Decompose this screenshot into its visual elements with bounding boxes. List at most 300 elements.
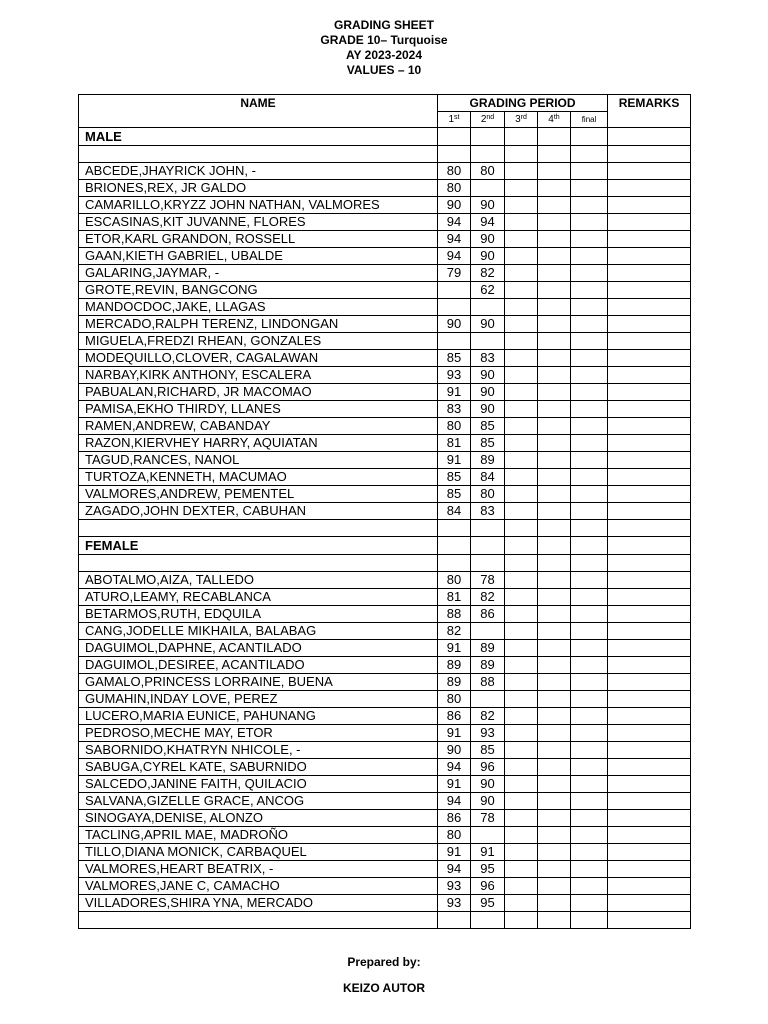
remarks-cell: [608, 708, 691, 725]
grade-q3: [505, 827, 538, 844]
grade-q1: 90: [438, 197, 471, 214]
empty-cell: [79, 520, 438, 537]
grade-final: [571, 231, 608, 248]
grade-q1: 94: [438, 861, 471, 878]
grade-q3: [505, 197, 538, 214]
grade-final: [571, 793, 608, 810]
grade-q4: [538, 708, 571, 725]
empty-cell: [79, 555, 438, 572]
grade-q3: [505, 861, 538, 878]
grade-q1: 91: [438, 384, 471, 401]
grade-q1: 80: [438, 572, 471, 589]
grade-q1: 80: [438, 691, 471, 708]
grade-q1: 86: [438, 708, 471, 725]
grade-q1: 80: [438, 163, 471, 180]
student-row: [79, 418, 691, 435]
grade-q4: [538, 486, 571, 503]
grade-section: GRADE 10– Turquoise: [320, 33, 448, 47]
remarks-cell: [608, 589, 691, 606]
grade-final: [571, 469, 608, 486]
grade-q4: [538, 759, 571, 776]
remarks-cell: [608, 214, 691, 231]
grade-q4: [538, 895, 571, 912]
grade-q3: [505, 299, 538, 316]
grade-q3: [505, 265, 538, 282]
grade-q4: [538, 861, 571, 878]
grade-q2: [471, 180, 505, 197]
empty-cell: [538, 128, 571, 146]
grade-q4: [538, 401, 571, 418]
student-row: [79, 231, 691, 248]
empty-cell: [79, 146, 438, 163]
grade-q2: 88: [471, 674, 505, 691]
grade-final: [571, 674, 608, 691]
student-row: [79, 265, 691, 282]
student-name: VALMORES,HEART BEATRIX, -: [79, 861, 438, 878]
empty-cell: [608, 520, 691, 537]
student-name: SALCEDO,JANINE FAITH, QUILACIO: [79, 776, 438, 793]
grade-q1: 82: [438, 623, 471, 640]
grade-q4: [538, 333, 571, 350]
remarks-cell: [608, 282, 691, 299]
grade-final: [571, 180, 608, 197]
grade-q4: [538, 691, 571, 708]
remarks-cell: [608, 316, 691, 333]
grade-q2: 82: [471, 589, 505, 606]
grade-final: [571, 759, 608, 776]
period-suffix: th: [553, 114, 560, 121]
empty-cell: [571, 912, 608, 929]
grade-final: [571, 810, 608, 827]
grade-q4: [538, 180, 571, 197]
remarks-cell: [608, 776, 691, 793]
grade-q2: 80: [471, 486, 505, 503]
grade-final: [571, 776, 608, 793]
student-row: [79, 759, 691, 776]
grade-q1: 81: [438, 589, 471, 606]
student-name: SABUGA,CYREL KATE, SABURNIDO: [79, 759, 438, 776]
grade-q1: 83: [438, 401, 471, 418]
grade-q2: 90: [471, 248, 505, 265]
empty-cell: [438, 555, 471, 572]
empty-cell: [538, 146, 571, 163]
empty-cell: [505, 555, 538, 572]
grade-q4: [538, 674, 571, 691]
student-row: [79, 401, 691, 418]
grade-q3: [505, 469, 538, 486]
section-label: FEMALE: [79, 537, 438, 555]
grade-q1: 80: [438, 418, 471, 435]
grading-period-header: GRADING PERIOD: [438, 95, 608, 112]
grading-table: [78, 94, 691, 929]
student-row: [79, 435, 691, 452]
remarks-cell: [608, 299, 691, 316]
student-row: [79, 572, 691, 589]
remarks-cell: [608, 861, 691, 878]
grade-final: [571, 282, 608, 299]
grade-q4: [538, 350, 571, 367]
student-row: [79, 589, 691, 606]
grade-q2: 96: [471, 759, 505, 776]
empty-cell: [571, 520, 608, 537]
student-name: MERCADO,RALPH TERENZ, LINDONGAN: [79, 316, 438, 333]
student-row: [79, 180, 691, 197]
grade-q2: 85: [471, 435, 505, 452]
grade-q1: 85: [438, 486, 471, 503]
student-row: [79, 214, 691, 231]
grade-q1: 94: [438, 759, 471, 776]
grade-final: [571, 214, 608, 231]
grade-q2: 93: [471, 725, 505, 742]
grade-q3: [505, 708, 538, 725]
student-row: [79, 776, 691, 793]
student-name: CANG,JODELLE MIKHAILA, BALABAG: [79, 623, 438, 640]
student-row: [79, 895, 691, 912]
grade-final: [571, 861, 608, 878]
grade-q1: 90: [438, 316, 471, 333]
remarks-cell: [608, 367, 691, 384]
student-name: CAMARILLO,KRYZZ JOHN NATHAN, VALMORES: [79, 197, 438, 214]
period-header-5: [571, 112, 608, 128]
student-row: [79, 691, 691, 708]
student-name: PABUALAN,RICHARD, JR MACOMAO: [79, 384, 438, 401]
grade-final: [571, 725, 608, 742]
grade-q3: [505, 401, 538, 418]
grade-final: [571, 623, 608, 640]
student-name: ETOR,KARL GRANDON, ROSSELL: [79, 231, 438, 248]
student-row: [79, 197, 691, 214]
student-name: GROTE,REVIN, BANGCONG: [79, 282, 438, 299]
empty-cell: [608, 128, 691, 146]
remarks-cell: [608, 452, 691, 469]
grade-q4: [538, 367, 571, 384]
grade-q1: 94: [438, 214, 471, 231]
grade-q2: 90: [471, 231, 505, 248]
grade-q2: 90: [471, 401, 505, 418]
student-row: [79, 486, 691, 503]
grade-q2: 95: [471, 861, 505, 878]
grade-q2: [471, 333, 505, 350]
empty-cell: [571, 128, 608, 146]
grade-q3: [505, 367, 538, 384]
grade-q3: [505, 350, 538, 367]
grade-q2: 80: [471, 163, 505, 180]
grade-final: [571, 572, 608, 589]
grade-q2: 95: [471, 895, 505, 912]
student-name: TAGUD,RANCES, NANOL: [79, 452, 438, 469]
period-number: 3: [515, 114, 521, 125]
remarks-cell: [608, 350, 691, 367]
grade-final: [571, 299, 608, 316]
grade-final: [571, 265, 608, 282]
grade-q4: [538, 878, 571, 895]
student-name: TURTOZA,KENNETH, MACUMAO: [79, 469, 438, 486]
period-header-2: [471, 112, 505, 128]
remarks-cell: [608, 742, 691, 759]
grade-q3: [505, 486, 538, 503]
empty-cell: [505, 146, 538, 163]
grade-q4: [538, 606, 571, 623]
grade-q3: [505, 623, 538, 640]
empty-cell: [538, 537, 571, 555]
grade-q4: [538, 316, 571, 333]
period-header-3: [505, 112, 538, 128]
grade-q4: [538, 503, 571, 520]
grade-q3: [505, 316, 538, 333]
grade-q4: [538, 435, 571, 452]
grade-q1: 79: [438, 265, 471, 282]
spacer-row: [79, 146, 691, 163]
period-number: 4: [548, 114, 554, 125]
remarks-cell: [608, 197, 691, 214]
student-row: [79, 657, 691, 674]
grade-q1: [438, 282, 471, 299]
grade-q3: [505, 589, 538, 606]
grade-q4: [538, 265, 571, 282]
grade-q3: [505, 418, 538, 435]
grade-q3: [505, 282, 538, 299]
grade-q2: 86: [471, 606, 505, 623]
grade-q2: 90: [471, 197, 505, 214]
remarks-cell: [608, 418, 691, 435]
grade-q4: [538, 452, 571, 469]
remarks-cell: [608, 163, 691, 180]
student-name: VALMORES,JANE C, CAMACHO: [79, 878, 438, 895]
remarks-cell: [608, 231, 691, 248]
grade-final: [571, 844, 608, 861]
student-name: ABCEDE,JHAYRICK JOHN, -: [79, 163, 438, 180]
grade-q4: [538, 197, 571, 214]
student-row: [79, 623, 691, 640]
grade-q2: 84: [471, 469, 505, 486]
student-row: [79, 878, 691, 895]
grade-q2: 85: [471, 418, 505, 435]
student-name: ZAGADO,JOHN DEXTER, CABUHAN: [79, 503, 438, 520]
period-suffix: rd: [520, 114, 527, 121]
student-row: [79, 793, 691, 810]
student-row: [79, 861, 691, 878]
student-row: [79, 299, 691, 316]
empty-cell: [438, 520, 471, 537]
grade-final: [571, 163, 608, 180]
grade-q1: 89: [438, 674, 471, 691]
student-name: GAAN,KIETH GABRIEL, UBALDE: [79, 248, 438, 265]
student-name: TACLING,APRIL MAE, MADROÑO: [79, 827, 438, 844]
grade-q1: 90: [438, 742, 471, 759]
empty-cell: [571, 555, 608, 572]
sheet-header: [0, 18, 768, 78]
student-row: [79, 708, 691, 725]
grade-q1: 91: [438, 725, 471, 742]
student-row: [79, 810, 691, 827]
grade-q2: 82: [471, 265, 505, 282]
grade-q2: 96: [471, 878, 505, 895]
grade-q3: [505, 333, 538, 350]
remarks-cell: [608, 469, 691, 486]
grade-q4: [538, 384, 571, 401]
empty-cell: [538, 555, 571, 572]
grade-q3: [505, 657, 538, 674]
grade-q1: [438, 333, 471, 350]
grade-q2: 83: [471, 350, 505, 367]
period-header-1: [438, 112, 471, 128]
grade-final: [571, 589, 608, 606]
remarks-cell: [608, 265, 691, 282]
grade-q2: [471, 623, 505, 640]
grade-final: [571, 878, 608, 895]
period-number: 2: [480, 114, 487, 125]
remarks-cell: [608, 827, 691, 844]
student-name: TILLO,DIANA MONICK, CARBAQUEL: [79, 844, 438, 861]
empty-cell: [608, 537, 691, 555]
empty-cell: [505, 128, 538, 146]
empty-cell: [608, 146, 691, 163]
grade-q1: 94: [438, 248, 471, 265]
empty-cell: [79, 912, 438, 929]
grade-q2: 89: [471, 640, 505, 657]
remarks-cell: [608, 657, 691, 674]
grade-q2: [471, 299, 505, 316]
grade-q4: [538, 282, 571, 299]
grade-final: [571, 691, 608, 708]
grade-q1: 85: [438, 350, 471, 367]
grade-q4: [538, 469, 571, 486]
student-row: [79, 827, 691, 844]
grade-final: [571, 452, 608, 469]
student-name: GALARING,JAYMAR, -: [79, 265, 438, 282]
empty-cell: [471, 146, 505, 163]
empty-cell: [608, 912, 691, 929]
grade-final: [571, 640, 608, 657]
empty-cell: [505, 537, 538, 555]
grade-q1: 94: [438, 793, 471, 810]
grade-final: [571, 350, 608, 367]
student-row: [79, 742, 691, 759]
empty-cell: [471, 912, 505, 929]
grade-q1: 93: [438, 367, 471, 384]
grade-q3: [505, 180, 538, 197]
grade-q3: [505, 503, 538, 520]
grade-q3: [505, 231, 538, 248]
remarks-cell: [608, 844, 691, 861]
grade-q3: [505, 214, 538, 231]
grade-q3: [505, 793, 538, 810]
student-row: [79, 674, 691, 691]
student-row: [79, 316, 691, 333]
grade-q1: 81: [438, 435, 471, 452]
period-suffix: st: [454, 114, 460, 121]
grade-final: [571, 606, 608, 623]
student-name: ABOTALMO,AIZA, TALLEDO: [79, 572, 438, 589]
grade-q2: 78: [471, 572, 505, 589]
grade-q2: 90: [471, 793, 505, 810]
grade-q3: [505, 878, 538, 895]
empty-cell: [471, 128, 505, 146]
grade-q2: 90: [471, 384, 505, 401]
grade-q4: [538, 657, 571, 674]
empty-cell: [538, 520, 571, 537]
grade-final: [571, 384, 608, 401]
grade-q1: 93: [438, 895, 471, 912]
grade-q3: [505, 435, 538, 452]
empty-cell: [571, 537, 608, 555]
grade-q4: [538, 725, 571, 742]
remarks-cell: [608, 810, 691, 827]
grade-q4: [538, 231, 571, 248]
student-row: [79, 333, 691, 350]
period-suffix: nd: [486, 114, 495, 121]
grade-q1: 80: [438, 827, 471, 844]
name-column-header: NAME: [79, 95, 438, 128]
grade-q3: [505, 691, 538, 708]
grade-final: [571, 367, 608, 384]
period-number: 1: [448, 114, 455, 125]
grade-q3: [505, 759, 538, 776]
section-label: MALE: [79, 128, 438, 146]
grade-q1: 86: [438, 810, 471, 827]
remarks-cell: [608, 435, 691, 452]
period-header-4: [538, 112, 571, 128]
grade-q2: 94: [471, 214, 505, 231]
grade-q4: [538, 163, 571, 180]
grade-q2: 90: [471, 316, 505, 333]
grade-final: [571, 401, 608, 418]
student-name: NARBAY,KIRK ANTHONY, ESCALERA: [79, 367, 438, 384]
student-name: VILLADORES,SHIRA YNA, MERCADO: [79, 895, 438, 912]
grade-q3: [505, 776, 538, 793]
remarks-cell: [608, 895, 691, 912]
grade-q4: [538, 793, 571, 810]
empty-cell: [438, 128, 471, 146]
student-name: RAMEN,ANDREW, CABANDAY: [79, 418, 438, 435]
student-row: [79, 282, 691, 299]
student-row: [79, 163, 691, 180]
empty-cell: [505, 520, 538, 537]
grade-q4: [538, 589, 571, 606]
empty-cell: [505, 912, 538, 929]
grade-final: [571, 895, 608, 912]
grade-q3: [505, 606, 538, 623]
remarks-cell: [608, 725, 691, 742]
spacer-row: [79, 520, 691, 537]
grade-q4: [538, 214, 571, 231]
grade-q3: [505, 742, 538, 759]
student-row: [79, 844, 691, 861]
student-name: MIGUELA,FREDZI RHEAN, GONZALES: [79, 333, 438, 350]
grade-q4: [538, 418, 571, 435]
grade-q3: [505, 674, 538, 691]
remarks-cell: [608, 401, 691, 418]
grade-q3: [505, 895, 538, 912]
student-name: MODEQUILLO,CLOVER, CAGALAWAN: [79, 350, 438, 367]
grade-q2: 62: [471, 282, 505, 299]
grade-final: [571, 503, 608, 520]
student-row: [79, 367, 691, 384]
student-row: [79, 469, 691, 486]
remarks-cell: [608, 623, 691, 640]
student-row: [79, 350, 691, 367]
preparer-name: KEIZO AUTOR: [342, 981, 425, 995]
empty-cell: [471, 520, 505, 537]
grade-q3: [505, 163, 538, 180]
grade-q3: [505, 810, 538, 827]
student-row: [79, 606, 691, 623]
grade-q2: 89: [471, 657, 505, 674]
grade-q1: 91: [438, 452, 471, 469]
remarks-cell: [608, 606, 691, 623]
grade-final: [571, 742, 608, 759]
grade-final: [571, 316, 608, 333]
